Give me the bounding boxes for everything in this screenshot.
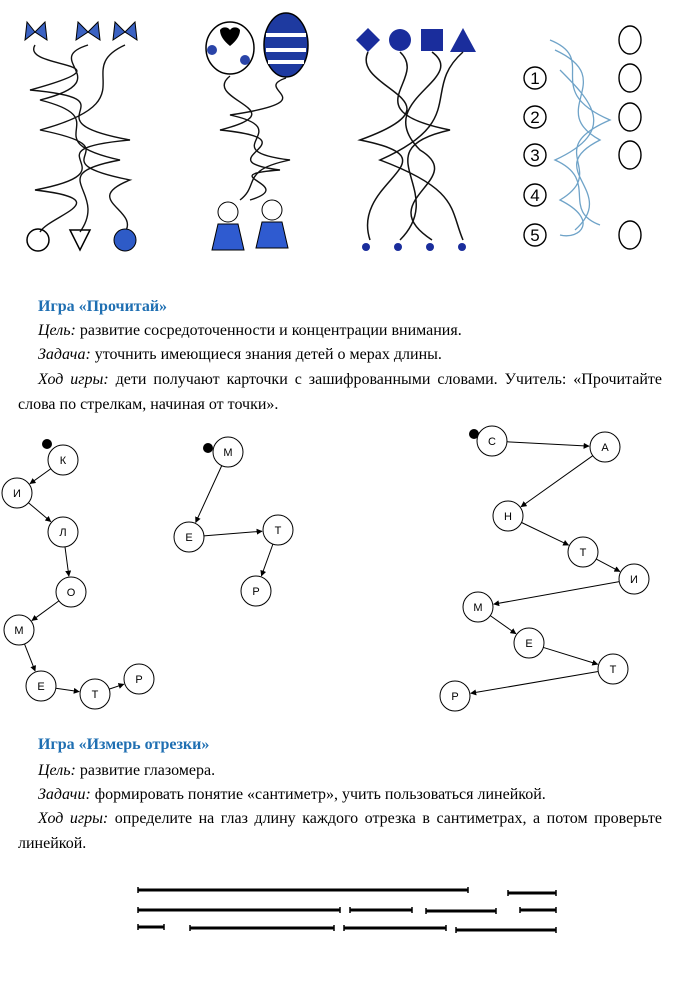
letter-label: Е <box>37 681 45 693</box>
letter-label: Р <box>451 691 459 703</box>
letter-label: Р <box>135 674 143 686</box>
task-label: Задачи: <box>38 786 91 803</box>
goal-label: Цель: <box>38 762 76 779</box>
letter-label: И <box>630 574 638 586</box>
course-label: Ход игры: <box>38 371 109 388</box>
letter-label: М <box>223 447 233 459</box>
letter-label: Е <box>525 638 533 650</box>
letter-label: Л <box>59 527 67 539</box>
course-text: определите на глаз длину каждого отрезка в сантиметрах, а потом проверьте линейкой. <box>18 810 662 852</box>
course-text: дети получают карточки с зашифрованными словами. Учитель: «Прочитайте слова по стрелкам, начиная от точки». <box>18 371 662 413</box>
letter-label: К <box>59 455 67 467</box>
game2-title: Игра «Измерь отрезки» <box>38 736 210 753</box>
letter-label: Т <box>609 664 617 676</box>
letter-label: Н <box>504 511 512 523</box>
number-label: 2 <box>530 108 540 127</box>
letter-label: С <box>488 436 496 448</box>
letter-label: М <box>14 625 24 637</box>
letter-label: Т <box>274 525 282 537</box>
number-label: 3 <box>530 146 540 165</box>
game1-title: Игра «Прочитай» <box>38 298 168 315</box>
letter-label: А <box>601 442 609 454</box>
letter-label: И <box>13 488 21 500</box>
number-label: 4 <box>530 186 540 205</box>
task-text: уточнить имеющиеся знания детей о мерах длины. <box>90 346 442 363</box>
letter-label: Т <box>579 547 587 559</box>
task-label: Задача: <box>38 346 91 363</box>
letter-label: Е <box>185 532 193 544</box>
task-text: формировать понятие «сантиметр», учить пользоваться линейкой. <box>90 786 546 803</box>
number-label: 1 <box>530 69 540 88</box>
goal-text: развитие сосредоточенности и концентрации внимания. <box>75 322 462 339</box>
letter-label: Р <box>252 586 260 598</box>
goal-label: Цель: <box>38 322 76 339</box>
letter-label: М <box>473 602 483 614</box>
goal-text: развитие глазомера. <box>75 762 216 779</box>
number-label: 5 <box>530 226 540 245</box>
letter-label: О <box>66 587 76 599</box>
course-label: Ход игры: <box>38 810 109 827</box>
letter-label: Т <box>91 689 99 701</box>
